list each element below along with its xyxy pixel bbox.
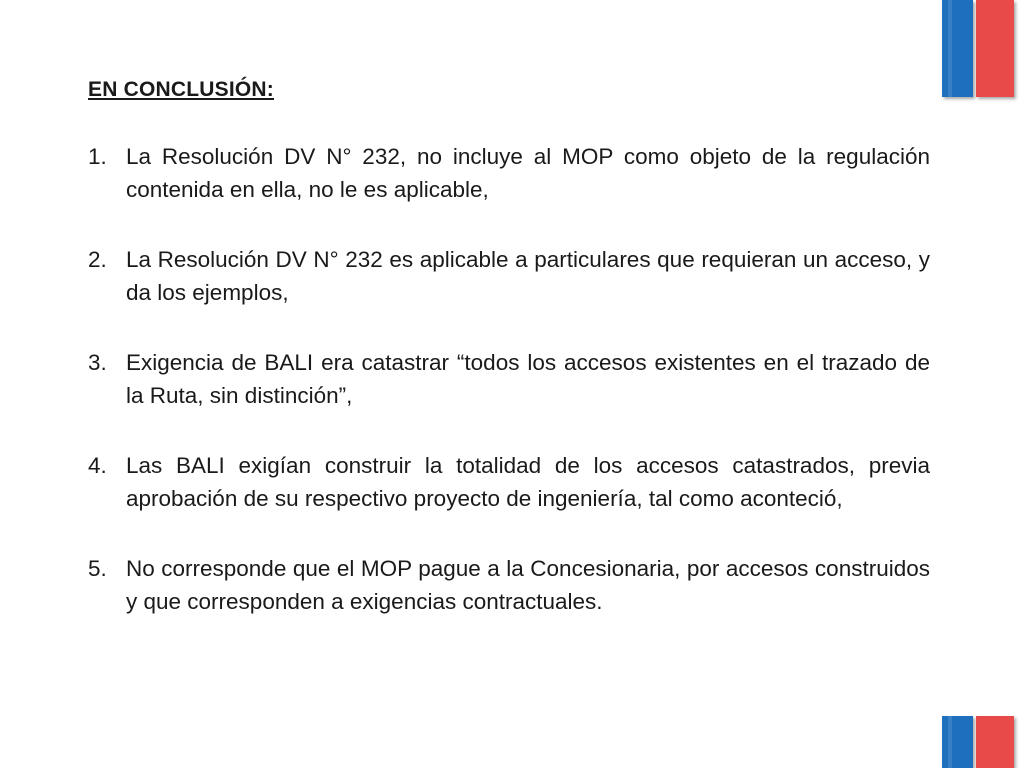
item-number: 2. — [88, 247, 107, 272]
item-text: Las BALI exigían construir la totalidad de los accesos catastrados, previa aprobación de su respectivo proyecto de ingeniería, tal como aconteció, — [126, 453, 930, 511]
flag-red-bar — [976, 0, 1014, 97]
item-text: La Resolución DV N° 232, no incluye al MOP como objeto de la regulación contenida en ella, no le es aplicable, — [126, 144, 930, 202]
list-item — [88, 140, 930, 206]
item-text: No corresponde que el MOP pague a la Concesionaria, por accesos construidos y que corresponden a exigencias contractuales. — [126, 556, 930, 614]
slide-heading: EN CONCLUSIÓN: — [88, 78, 274, 101]
conclusion-list — [88, 140, 930, 618]
flag-red-bar — [976, 716, 1014, 768]
flag-decoration-top — [942, 0, 1014, 97]
list-item — [88, 552, 930, 618]
item-text: Exigencia de BALI era catastrar “todos los accesos existentes en el trazado de la Ruta, sin distinción”, — [126, 350, 930, 408]
flag-blue-bar — [942, 0, 973, 97]
list-item — [88, 346, 930, 412]
flag-blue-bar — [942, 716, 973, 768]
item-number: 1. — [88, 144, 107, 169]
slide-content — [88, 78, 930, 655]
item-number: 4. — [88, 453, 107, 478]
flag-decoration-bottom — [942, 716, 1014, 768]
list-item — [88, 449, 930, 515]
list-item — [88, 243, 930, 309]
item-number: 3. — [88, 350, 107, 375]
item-text: La Resolución DV N° 232 es aplicable a particulares que requieran un acceso, y da los ejemplos, — [126, 247, 930, 305]
item-number: 5. — [88, 556, 107, 581]
